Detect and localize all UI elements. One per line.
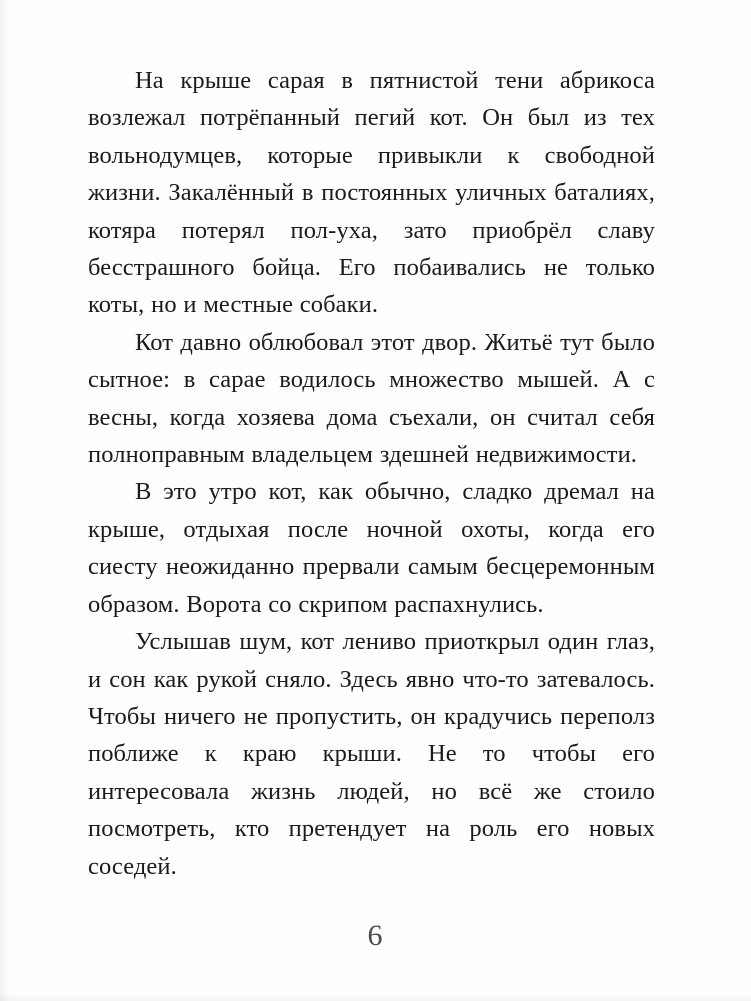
paragraph: На крыше сарая в пятнистой тени абрикоса возлежал потрёпанный пегий кот. Он был из тех вольнодумцев, которые привыкли к свободной жизни. Закалённый в постоянных уличных баталиях, котяра потерял пол-уха, зато приобрёл славу бесстрашного бойца. Его побаивались не только коты, но и местные собаки. [88, 67, 655, 319]
paragraph: Кот давно облюбовал этот двор. Житьё тут было сытное: в сарае водилось множество мышей. А с весны, когда хозяева дома съехали, он считал себя полноправным владельцем здешней недвижимости. [88, 328, 655, 469]
paragraph: Услышав шум, кот лениво приоткрыл один глаз, и сон как рукой сняло. Здесь явно что-то затевалось. Чтобы ничего не пропустить, он крадучись переполз поближе к краю крыши. Не то чтобы его интересовала жизнь людей, но всё же стоило посмотреть, кто претендует на роль его новых соседей. [88, 628, 655, 880]
page-number: 6 [367, 919, 384, 952]
page-edge-shadow-bottom [0, 993, 751, 1001]
page-edge-shadow-left [0, 0, 10, 1001]
paragraph: В это утро кот, как обычно, сладко дремал на крыше, отдыхая после ночной охоты, когда его сиесту неожиданно прервали самым бесцеремонным образом. Ворота со скрипом распахнулись. [88, 478, 655, 618]
body-text-column [88, 62, 655, 885]
